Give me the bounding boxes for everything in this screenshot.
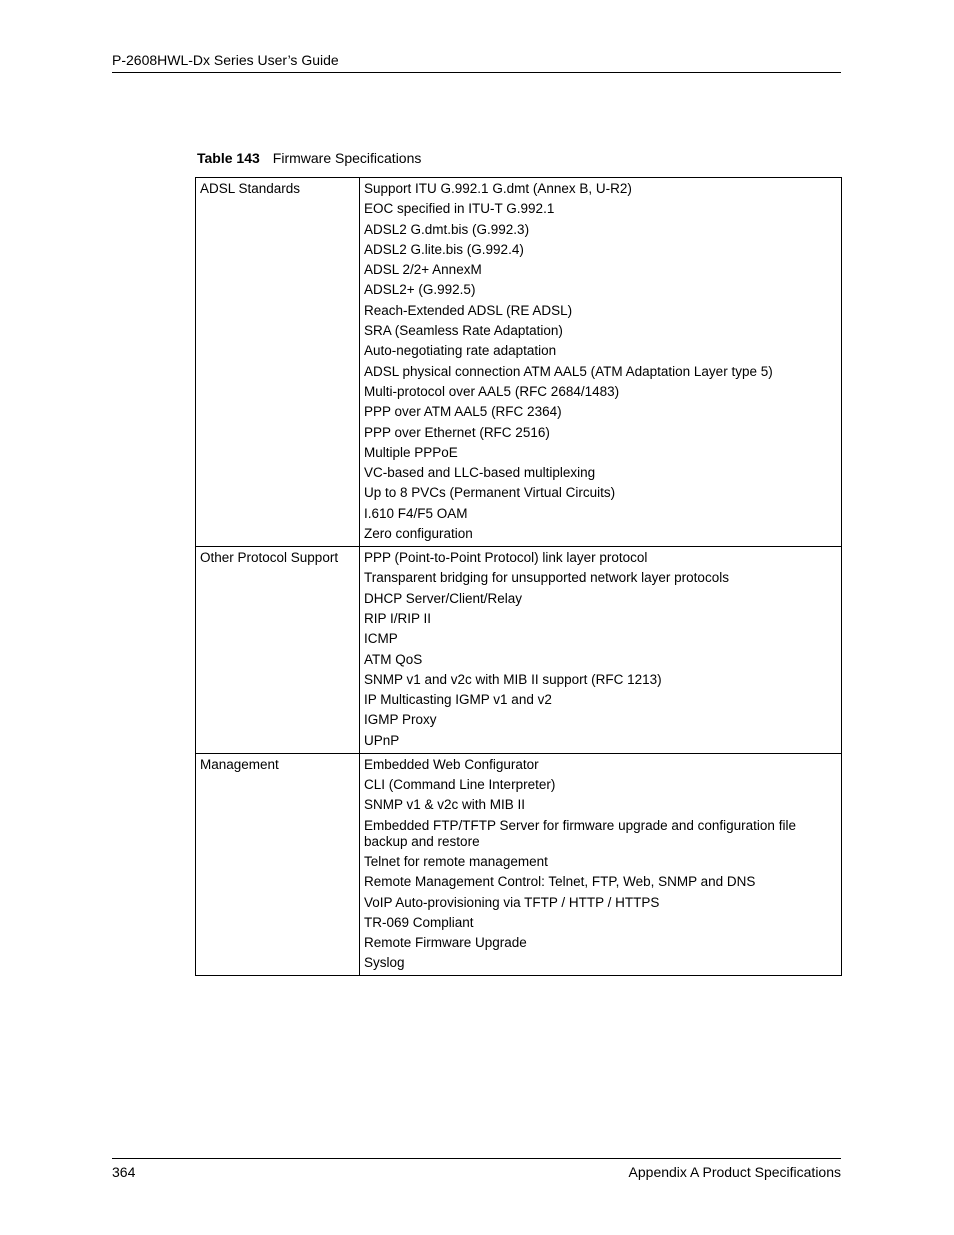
spec-item: Reach-Extended ADSL (RE ADSL) (364, 302, 573, 318)
spec-item: Multiple PPPoE (364, 444, 458, 460)
spec-item: Remote Firmware Upgrade (364, 935, 527, 951)
spec-item: PPP over Ethernet (RFC 2516) (364, 424, 550, 440)
spec-item: Embedded FTP/TFTP Server for firmware upgrade and configuration file backup and restore (364, 817, 796, 849)
spec-item: Embedded Web Configurator (364, 756, 539, 772)
spec-item: Multi-protocol over AAL5 (RFC 2684/1483) (364, 383, 620, 399)
footer-section-title: Appendix A Product Specifications (628, 1164, 841, 1180)
spec-item: TR-069 Compliant (364, 914, 474, 930)
header-title: P-2608HWL-Dx Series User’s Guide (112, 52, 339, 68)
spec-item: I.610 F4/F5 OAM (364, 505, 468, 521)
spec-item: DHCP Server/Client/Relay (364, 590, 523, 606)
spec-item: ADSL physical connection ATM AAL5 (ATM Adaptation Layer type 5) (364, 363, 773, 379)
spec-item: UPnP (364, 732, 400, 748)
table-number: Table 143 (197, 150, 260, 166)
spec-item: SNMP v1 and v2c with MIB II support (RFC 1213) (364, 671, 662, 687)
spec-item: Transparent bridging for unsupported network layer protocols (364, 570, 729, 586)
spec-item: EOC specified in ITU-T G.992.1 (364, 201, 555, 217)
spec-item: Zero configuration (364, 526, 473, 542)
spec-item: SNMP v1 & v2c with MIB II (364, 797, 526, 813)
page-header (112, 51, 841, 73)
items-cell (360, 178, 842, 547)
spec-item: ADSL2+ (G.992.5) (364, 282, 476, 298)
spec-item: ICMP (364, 631, 398, 647)
spec-item: IGMP Proxy (364, 712, 437, 728)
spec-item: VC-based and LLC-based multiplexing (364, 465, 596, 481)
spec-item: Remote Management Control: Telnet, FTP, Web, SNMP and DNS (364, 874, 756, 890)
spec-item: Syslog (364, 955, 405, 971)
category-cell: ADSL Standards (196, 178, 360, 547)
spec-item: Auto-negotiating rate adaptation (364, 343, 557, 359)
firmware-specifications-table (195, 177, 842, 976)
spec-item: ADSL 2/2+ AnnexM (364, 262, 482, 278)
page-footer (112, 1158, 841, 1181)
table-row (196, 547, 842, 754)
table-title: Firmware Specifications (272, 150, 422, 166)
spec-item: SRA (Seamless Rate Adaptation) (364, 323, 563, 339)
spec-item: PPP (Point-to-Point Protocol) link layer protocol (364, 550, 648, 566)
table-caption (197, 149, 421, 167)
items-cell (360, 753, 842, 976)
spec-item: RIP I/RIP II (364, 610, 432, 626)
spec-item: PPP over ATM AAL5 (RFC 2364) (364, 404, 562, 420)
items-cell (360, 547, 842, 754)
spec-item: ATM QoS (364, 651, 423, 667)
spec-item: CLI (Command Line Interpreter) (364, 777, 556, 793)
spec-item: Up to 8 PVCs (Permanent Virtual Circuits) (364, 485, 616, 501)
spec-item: IP Multicasting IGMP v1 and v2 (364, 692, 552, 708)
category-cell: Other Protocol Support (196, 547, 360, 754)
spec-item: VoIP Auto-provisioning via TFTP / HTTP / HTTPS (364, 894, 660, 910)
category-cell: Management (196, 753, 360, 976)
spec-item: ADSL2 G.lite.bis (G.992.4) (364, 241, 524, 257)
spec-item: Support ITU G.992.1 G.dmt (Annex B, U-R2) (364, 181, 632, 196)
spec-item: Telnet for remote management (364, 853, 548, 869)
table-row (196, 178, 842, 547)
page-number: 364 (112, 1164, 136, 1180)
spec-item: ADSL2 G.dmt.bis (G.992.3) (364, 221, 530, 237)
table-row (196, 753, 842, 976)
